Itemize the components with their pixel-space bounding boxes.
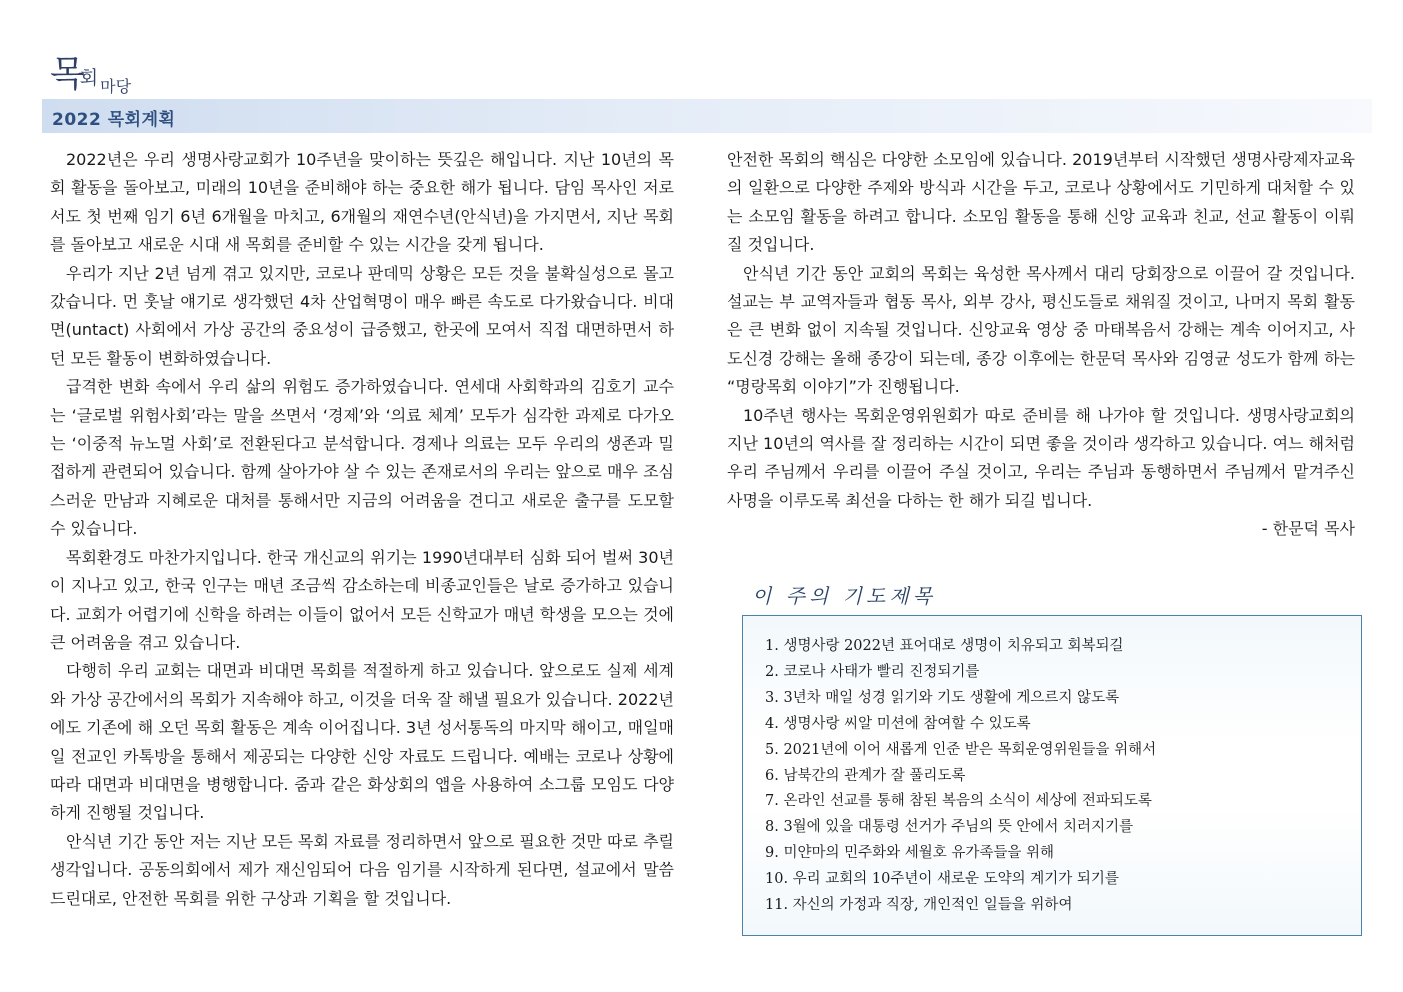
signature: - 한문덕 목사	[1261, 519, 1355, 539]
section-title-band	[42, 99, 1372, 133]
left-column	[50, 146, 674, 913]
section-logo	[50, 46, 133, 96]
body-paragraph: 10주년 행사는 목회운영위원회가 따로 준비를 해 나가야 할 것입니다. 생명사랑교회의 지난 10년의 역사를 잘 정리하는 시간이 되면 좋을 것이라 생각하고 있습니다. 여느 해처럼 우리 주님께서 우리를 이끌어 주실 것이고, 우리는 주님과 동행하면서 주님께서 맡겨주신 사명을 이루도록 최선을 다하는 한 해가 되길 빕니다.	[727, 405, 1355, 510]
body-paragraph: 안식년 기간 동안 저는 지난 모든 목회 자료를 정리하면서 앞으로 필요한 것만 따로 추릴 생각입니다. 공동의회에서 제가 재신임되어 다음 임기를 시작하게 된다면, 설교에서 말씀 드린대로, 안전한 목회를 위한 구상과 기획을 할 것입니다.	[50, 831, 674, 908]
prayer-item: 3. 3년차 매일 성경 읽기와 기도 생활에 게으르지 않도록	[765, 689, 1120, 706]
logo-small-char: 회	[79, 67, 99, 89]
prayer-list-box	[742, 615, 1362, 936]
prayer-item: 10. 우리 교회의 10주년이 새로운 도약의 계기가 되기를	[765, 871, 1119, 888]
prayer-item: 5. 2021년에 이어 새롭게 인준 받은 목회운영위원들을 위해서	[765, 741, 1157, 758]
prayer-item: 2. 코로나 사태가 빨리 진정되기를	[765, 663, 980, 680]
prayer-item: 7. 온라인 선교를 통해 참된 복음의 소식이 세상에 전파되도록	[765, 793, 1152, 810]
prayer-item: 8. 3월에 있을 대통령 선거가 주님의 뜻 안에서 치러지기를	[765, 819, 1134, 836]
body-paragraph: 우리가 지난 2년 넘게 겪고 있지만, 코로나 판데믹 상황은 모든 것을 불확실성으로 몰고 갔습니다. 먼 훗날 얘기로 생각했던 4차 산업혁명이 매우 빠른 속도로 다가왔습니다. 비대면(untact) 사회에서 가상 공간의 중요성이 급증했고, 한곳에 모여서 직접 대면하면서 하던 모든 활동이 변화하였습니다.	[50, 263, 674, 368]
body-paragraph: 2022년은 우리 생명사랑교회가 10주년을 맞이하는 뜻깊은 해입니다. 지난 10년의 목회 활동을 돌아보고, 미래의 10년을 준비해야 하는 중요한 해가 됩니다. 담임 목사인 저로서도 첫 번째 임기 6년 6개월을 마치고, 6개월의 재연수년(안식년)을 가지면서, 지난 목회를 돌아보고 새로운 시대 새 목회를 준비할 수 있는 시간을 갖게 됩니다.	[50, 150, 674, 255]
logo-large-char: 목	[50, 54, 84, 95]
prayer-item: 11. 자신의 가정과 직장, 개인적인 일들을 위하여	[765, 897, 1073, 914]
prayer-section-title: 이 주의 기도제목	[752, 584, 936, 608]
prayer-item: 6. 남북간의 관계가 잘 풀리도록	[765, 767, 966, 784]
body-paragraph: 안전한 목회의 핵심은 다양한 소모임에 있습니다. 2019년부터 시작했던 생명사랑제자교육의 일환으로 다양한 주제와 방식과 시간을 두고, 코로나 상황에서도 기민하게 대처할 수 있는 소모임 활동을 하려고 합니다. 소모임 활동을 통해 신앙 교육과 친교, 선교 활동이 이뤄질 것입니다.	[727, 150, 1355, 255]
body-paragraph: 급격한 변화 속에서 우리 삶의 위험도 증가하였습니다. 연세대 사회학과의 김호기 교수는 ‘글로벌 위험사회’라는 말을 쓰면서 ‘경제’와 ‘의료 체계’ 모두가 심각한 과제로 다가오는 ‘이중적 뉴노멀 사회’로 전환된다고 분석합니다. 경제나 의료는 모두 우리의 생존과 밀접하게 관련되어 있습니다. 함께 살아가야 살 수 있는 존재로서의 우리는 앞으로 매우 조심스러운 만남과 지혜로운 대처를 통해서만 지금의 어려움을 견디고 새로운 출구를 도모할 수 있습니다.	[50, 377, 674, 539]
prayer-list	[743, 616, 1361, 919]
section-title: 2022 목회계획	[52, 110, 176, 130]
prayer-item: 4. 생명사랑 씨알 미션에 참여할 수 있도록	[765, 715, 1031, 732]
logo-subtitle: 마당	[100, 77, 132, 96]
prayer-item: 9. 미얀마의 민주화와 세월호 유가족들을 위해	[765, 845, 1055, 862]
right-column	[727, 146, 1355, 544]
prayer-item: 1. 생명사랑 2022년 표어대로 생명이 치유되고 회복되길	[765, 638, 1124, 654]
body-paragraph: 목회환경도 마찬가지입니다. 한국 개신교의 위기는 1990년대부터 심화 되어 벌써 30년이 지나고 있고, 한국 인구는 매년 조금씩 감소하는데 비종교인들은 날로 증가하고 있습니다. 교회가 어렵기에 신학을 하려는 이들이 없어서 모든 신학교가 매년 학생을 모으는 것에 큰 어려움을 겪고 있습니다.	[50, 547, 674, 652]
body-paragraph: 안식년 기간 동안 교회의 목회는 육성한 목사께서 대리 당회장으로 이끌어 갈 것입니다. 설교는 부 교역자들과 협동 목사, 외부 강사, 평신도들로 채워질 것이고, 나머지 목회 활동은 큰 변화 없이 지속될 것입니다. 신앙교육 영상 중 마태복음서 강해는 계속 이어지고, 사도신경 강해는 올해 종강이 되는데, 종강 이후에는 한문덕 목사와 김영균 성도가 함께 하는 “명랑목회 이야기”가 진행됩니다.	[727, 263, 1355, 397]
body-paragraph: 다행히 우리 교회는 대면과 비대면 목회를 적절하게 하고 있습니다. 앞으로도 실제 세계와 가상 공간에서의 목회가 지속해야 하고, 이것을 더욱 잘 해낼 필요가 있습니다. 2022년에도 기존에 해 오던 목회 활동은 계속 이어집니다. 3년 성서통독의 마지막 해이고, 매일매일 전교인 카톡방을 통해서 제공되는 다양한 신앙 자료도 드립니다. 예배는 코로나 상황에 따라 대면과 비대면을 병행합니다. 줌과 같은 화상회의 앱을 사용하여 소그룹 모임도 다양하게 진행될 것입니다.	[50, 661, 674, 823]
